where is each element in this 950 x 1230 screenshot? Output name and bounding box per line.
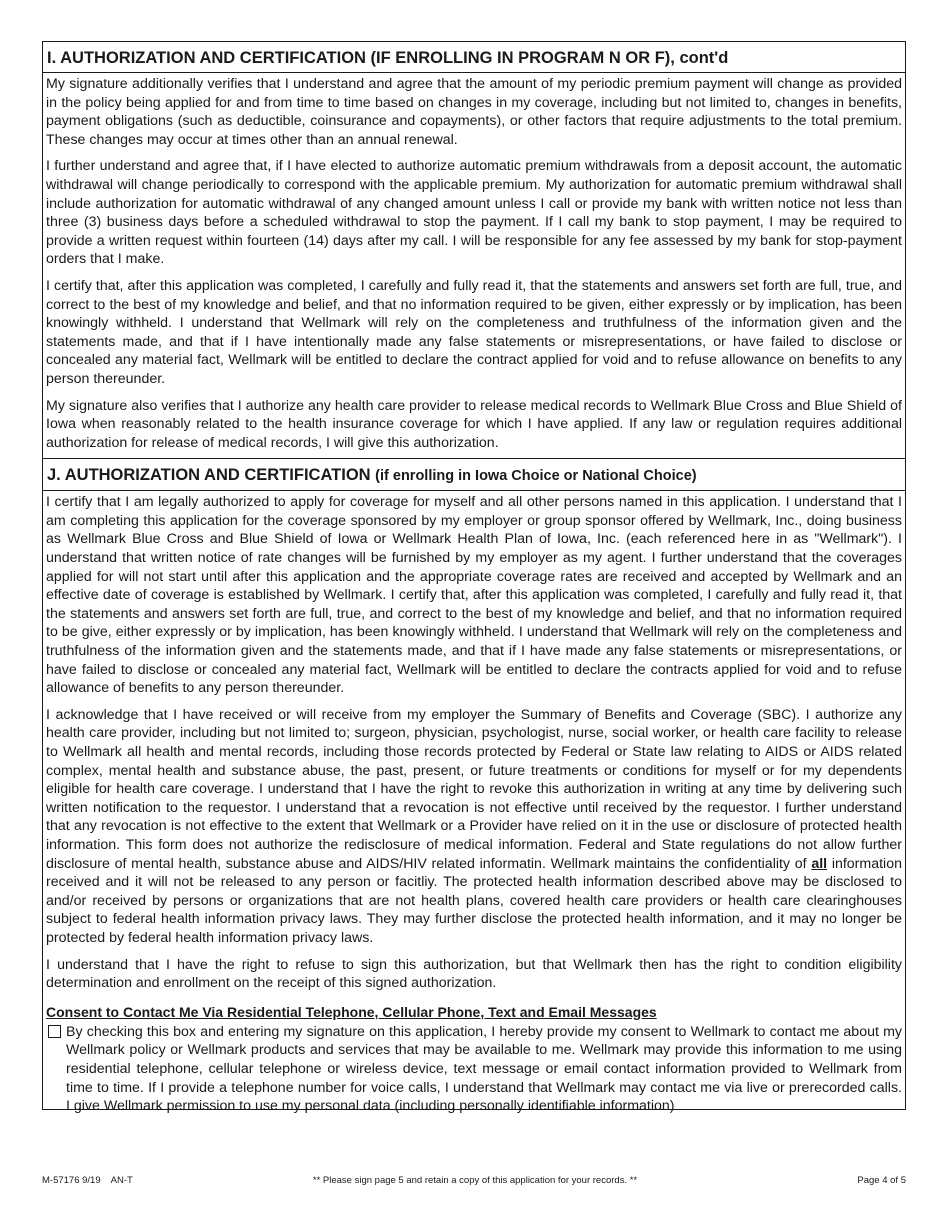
section-j-heading — [43, 458, 905, 491]
section-i-heading — [43, 42, 905, 73]
section-j-paragraph — [46, 706, 902, 948]
section-i-title: I. AUTHORIZATION AND CERTIFICATION (IF ENROLLING IN PROGRAM N OR F), cont'd — [47, 49, 729, 67]
section-j-paragraph: I understand that I have the right to refuse to sign this authorization, but that Wellmark then has the right to condition eligibility determination and enrollment on the receipt of this signed authorization. — [46, 956, 902, 992]
consent-heading: Consent to Contact Me Via Residential Telephone, Cellular Phone, Text and Email Messages — [46, 1003, 657, 1020]
paragraph-text: information received and it will not be released to any person or facitliy. The protected health information described above may be disclosed to and/or received by persons or organizations that are not health plans, covered health care providers or health care clearinghouses subject to federal health information privacy laws. They may further disclose the protected health information, and it may no longer be protected by federal health information privacy laws. — [46, 855, 902, 946]
section-i-paragraph: My signature additionally verifies that I understand and agree that the amount of my periodic premium payment will change as provided in the policy being applied for and from time to time based on changes in my coverage, including but not limited to, changes in benefits, payment obligations (such as deductible, coinsurance and copayments), or other factors that require adjustments to the total premium. These changes may occur at times other than an annual renewal. — [46, 76, 902, 148]
consent-row — [46, 1023, 902, 1116]
section-i-paragraph: My signature also verifies that I authorize any health care provider to release medical records to Wellmark Blue Cross and Blue Shield of Iowa when reasonably related to the health insurance coverage for which I have applied. If any law or regulation requires additional authorization for release of medical records, I will give this authorization. — [46, 397, 902, 451]
section-j-title: J. AUTHORIZATION AND CERTIFICATION — [47, 466, 371, 485]
footer-notice: ** Please sign page 5 and retain a copy of this application for your records. ** — [312, 1175, 638, 1186]
consent-text: By checking this box and entering my signature on this application, I hereby provide my consent to Wellmark to contact me about my Wellmark policy or Wellmark products and services that may be available to me. Wellmark may provide this information to me using residential telephone, cellular telephone or wireless device, text message or email contact information provided to Wellmark from time to time. If I provide a telephone number for voice calls, I understand that Wellmark may contact me via live or prerecorded calls. I give Wellmark permission to use my personal data (including personally identifiable information) — [66, 1023, 902, 1115]
section-i-paragraph: I certify that, after this application was completed, I carefully and fully read it, that the statements and answers set forth are full, true, and correct to the best of my knowledge and belief, and that no information required to be given, either expressly or by implication, has been knowingly withheld. I understand that Wellmark will rely on the completeness and truthfulness of the information given and the statements made, and that if I have intentionally made any false statements or misrepresentations, or have failed to disclose or concealed any material fact, Wellmark will be entitled to declare the contract applied for void and to refuse allowance on benefits to any person thereunder. — [46, 277, 902, 387]
paragraph-text: I acknowledge that I have received or will receive from my employer the Summary of Benefits and Coverage (SBC). I authorize any health care provider, including but not limited to; surgeon, physician, psychologist, nurse, social worker, or health care facility to release to Wellmark all health and mental records, including those records protected by Federal or State law relating to AIDS or AIDS related complex, mental health and substance abuse, the past, present, or future treatments or conditions for myself or for my dependents eligible for health care coverage. I understand that I have the right to revoke this authorization in writing at any time by delivering such written notification to the requestor. I understand that a revocation is not effective until received by the requestor. I further understand that any revocation is not effective to the extent that Wellmark or a Provider have relied on it in the use or disclosure of protected health information. This form does not authorize the redisclosure of medical information. Federal and State regulations do not allow further disclosure of mental health, substance abuse and AIDS/HIV related informatin. Wellmark maintains the confidentiality of — [46, 706, 902, 872]
section-j-paragraph: I certify that I am legally authorized to apply for coverage for myself and all other persons named in this application. I understand that I am completing this application for the coverage sponsored by my employer or group sponsor offered by Wellmark, Inc., doing business as Wellmark Blue Cross and Blue Shield of Iowa or Wellmark Health Plan of Iowa, Inc. (each referenced here in as "Wellmark"). I understand that written notice of rate changes will be furnished by my employer as my agent. I further understand that the coverages applied for will not start until after this application and the appropriate coverage rates are received and accepted by Wellmark and an effective date of coverage is established by Wellmark. I certify that, after this application was completed, I carefully and fully read it, that the statements and answers set forth are full, true, and correct to the best of my knowledge and belief, and that no information required to be give, either expressly or by implication, has been knowingly withheld. I understand that Wellmark will rely on the completeness and truthfulness of the information given and the statements made, and that if I have made any false statements or misrepresentations, or have failed to disclose or concealed any material fact, Wellmark will be entitled to declare the contracts applied for void and to refuse allowance of benefits to any person thereunder. — [46, 494, 902, 697]
consent-checkbox[interactable] — [48, 1025, 61, 1038]
section-i-paragraph: I further understand and agree that, if I have elected to authorize automatic premium withdrawals from a deposit account, the automatic withdrawal will change periodically to correspond with the applicable premium. My authorization for automatic premium withdrawal shall include authorization for automatic withdrawal of any changed amount unless I call or provide my bank with written notice not less than three (3) business days before a scheduled withdrawal to stop the payment. If I call my bank to stop payment, I may be required to provide a written request within fourteen (14) days after my call. I will be responsible for any fee assessed by my bank for stop-payment orders that I make. — [46, 158, 902, 268]
section-j-subtitle: (if enrolling in Iowa Choice or National Choice) — [375, 468, 697, 485]
page-number: Page 4 of 5 — [857, 1175, 906, 1186]
application-form — [42, 41, 906, 1115]
form-id: M-57176 9/19 AN-T — [42, 1175, 133, 1186]
emphasis-all: all — [811, 855, 828, 872]
section-j-body — [43, 491, 905, 1121]
section-i-body — [43, 73, 905, 458]
